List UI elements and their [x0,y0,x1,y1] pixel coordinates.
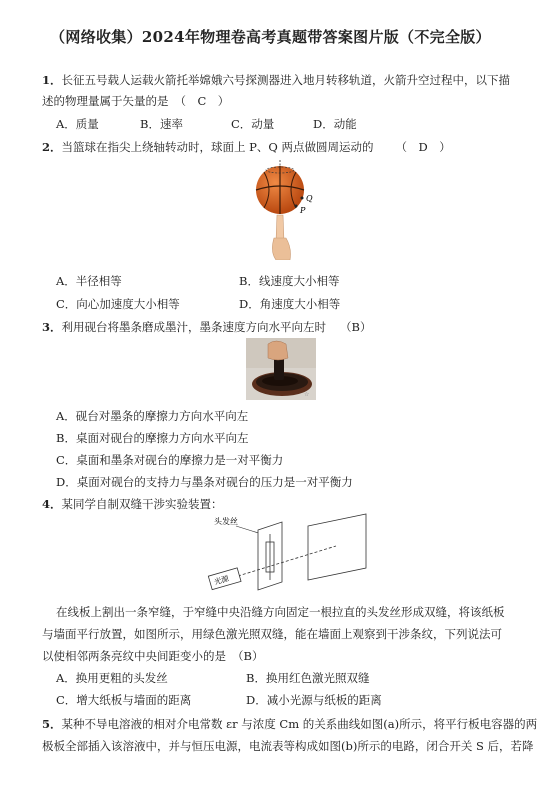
page-title: （网络收集）2024年物理卷高考真题带答案图片版（不完全版） [50,28,491,46]
q1-text-1: 长征五号载人运载火箭托举嫦娥六号探测器进入地月转移轨道，火箭升空过程中，以下描 [61,73,511,87]
q3-number: 3． [42,320,62,334]
q3-answer: （B） [340,320,372,334]
point-q-label: Q [306,194,313,203]
q1-stem-line1 [42,72,510,88]
q1-option-c: C．动量 [231,117,275,131]
q3-text: 利用砚台将墨条磨成墨汁，墨条速度方向水平向左时 [61,320,327,334]
q1-text-2: 述的物理量属于矢量的是 [42,94,169,108]
q2-option-d: D．角速度大小相等 [239,297,341,311]
q3-option-a: A．砚台对墨条的摩擦力方向水平向左 [56,409,249,423]
q3-stem [42,319,371,335]
q4-option-a: A．换用更粗的头发丝 [56,671,168,685]
q1-option-a: A．质量 [56,117,99,131]
q5-number: 5． [42,717,62,731]
q2-stem [42,139,451,155]
q5-stem-line2: 极板全部插入该溶液中，并与恒压电源，电流表等构成如图(b)所示的电路，闭合开关 S 后，若降 [42,739,534,753]
q2-option-a: A．半径相等 [56,274,122,288]
double-slit-figure [196,512,376,596]
q3-option-b: B．桌面对砚台的摩擦力方向水平向左 [56,431,249,445]
hand [268,341,288,360]
q4-para-3 [42,648,263,664]
q2-number: 2． [42,140,62,154]
hair-label: 头发丝 [214,517,238,526]
q4-option-d: D．减小光源与纸板的距离 [246,693,382,707]
q5-stem-line1 [42,716,537,732]
q4-option-c: C．增大纸板与墙面的距离 [56,693,192,707]
q1-stem-line2 [42,93,229,109]
q4-answer: （B） [232,649,264,663]
light-source-label: 光源 [213,573,230,587]
basketball-figure [246,160,322,260]
q4-para-2: 与墙面平行放置，如图所示，用绿色激光照双缝，能在墙面上观察到干涉条纹，下列说法可 [42,627,502,641]
inkstone-figure [246,338,316,400]
q1-answer: （ C ） [174,94,230,108]
q4-number: 4． [42,497,62,511]
q2-answer: （ D ） [395,140,451,154]
q1-option-d: D．动能 [313,117,357,131]
q1-number: 1． [42,73,62,87]
q4-text-3: 以使相邻两条亮纹中央间距变小的是 [42,649,226,663]
point-p-label: P [300,206,306,215]
q3-option-c: C．桌面和墨条对砚台的摩擦力是一对平衡力 [56,453,284,467]
q4-para-1: 在线板上割出一条窄缝，于窄缝中央沿缝方向固定一根拉直的头发丝形成双缝，将该纸板 [56,605,505,619]
wall [308,514,366,580]
q4-stem [42,496,223,512]
hand [272,238,290,260]
q2-option-c: C．向心加速度大小相等 [56,297,180,311]
q4-option-b: B．换用红色激光照双缝 [246,671,370,685]
q5-text-1: 某种不导电溶液的相对介电常数 εr 与浓度 Cm 的关系曲线如图(a)所示，将平行板电容器的两 [61,717,538,731]
q2-option-b: B．线速度大小相等 [239,274,340,288]
q3-option-d: D．桌面对砚台的支持力与墨条对砚台的压力是一对平衡力 [56,475,353,489]
q1-option-b: B．速率 [140,117,183,131]
svg-text:☆: ☆ [304,391,310,398]
q2-text: 当篮球在指尖上绕轴转动时，球面上 P、Q 两点做圆周运动的 [61,140,374,154]
q4-text: 某同学自制双缝干涉实验装置： [61,497,223,511]
